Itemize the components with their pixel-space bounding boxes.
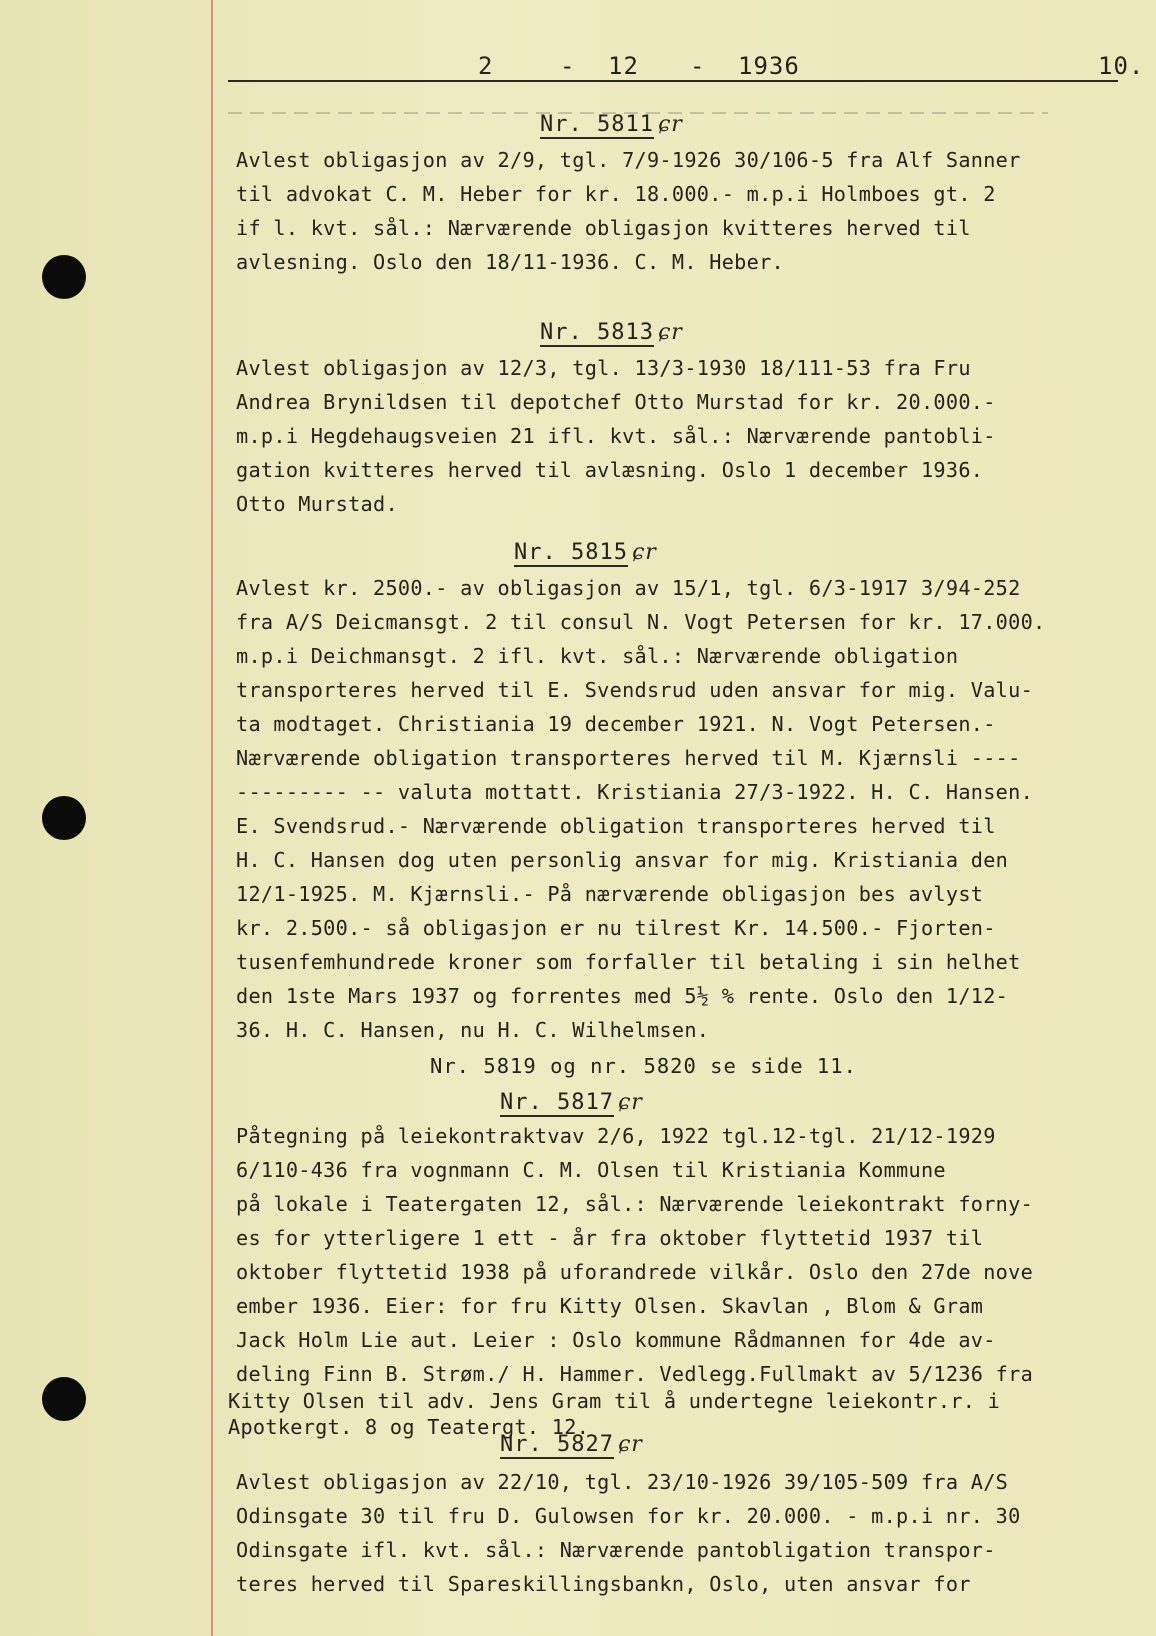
text-line: m.p.i Deichmansgt. 2 ifl. kvt. sål.: Nærværende obligation [236, 644, 959, 668]
checkmark-icon: ɕr [657, 320, 683, 345]
entry-number: Nr. 5817 ɕr [500, 1090, 643, 1115]
text-line: Apotkergt. 8 og Teatergt. 12. [228, 1415, 590, 1439]
text-line: es for ytterligere 1 ett - år fra oktober flyttetid 1937 til [236, 1226, 984, 1250]
text-line: 6/110-436 fra vognmann C. M. Olsen til Kristiania Kommune [236, 1158, 946, 1182]
text-line: teres herved til Spareskillingsbankn, Oslo, uten ansvar for [236, 1572, 971, 1596]
checkmark-icon: ɕr [617, 1432, 643, 1457]
text-line: --------- -- valuta mottatt. Kristiania 27/3-1922. H. C. Hansen. [236, 780, 1034, 804]
text-line: H. C. Hansen dog uten personlig ansvar for mig. Kristiania den [236, 848, 1009, 872]
text-line: oktober flyttetid 1938 på uforandrede vilkår. Oslo den 27de nove [236, 1260, 1034, 1284]
text-line: avlesning. Oslo den 18/11-1936. C. M. Heber. [236, 250, 784, 274]
text-line: Andrea Brynildsen til depotchef Otto Murstad for kr. 20.000.- [236, 390, 996, 414]
text-line: kr. 2.500.- så obligasjon er nu tilrest Kr. 14.500.- Fjorten- [236, 916, 996, 940]
checkmark-icon: ɕr [617, 1090, 643, 1115]
cross-reference: Nr. 5819 og nr. 5820 se side 11. [430, 1054, 857, 1078]
header-dash: - [690, 52, 706, 80]
text-line: transporteres herved til E. Svendsrud uden ansvar for mig. Valu- [236, 678, 1034, 702]
text-line: Otto Murstad. [236, 492, 398, 516]
checkmark-icon: ɕr [631, 540, 657, 565]
text-line: 12/1-1925. M. Kjærnsli.- På nærværende obligasjon bes avlyst [236, 882, 984, 906]
text-line: Kitty Olsen til adv. Jens Gram til å undertegne leiekontr.r. i [228, 1389, 1001, 1413]
header-date-month: 12 [608, 52, 639, 80]
header-rule [228, 80, 1118, 82]
text-line: den 1ste Mars 1937 og forrentes med 5½ % rente. Oslo den 1/12- [236, 984, 1009, 1008]
text-line: 36. H. C. Hansen, nu H. C. Wilhelmsen. [236, 1018, 710, 1042]
entry-number: Nr. 5827 ɕr [500, 1432, 643, 1457]
text-line: ta modtaget. Christiania 19 december 1921. N. Vogt Petersen.- [236, 712, 996, 736]
text-line: Jack Holm Lie aut. Leier : Oslo kommune Rådmannen for 4de av- [236, 1328, 996, 1352]
text-line: ember 1936. Eier: for fru Kitty Olsen. Skavlan , Blom & Gram [236, 1294, 984, 1318]
header-date-year: 1936 [738, 52, 800, 80]
page-number: 10. [1098, 52, 1145, 80]
header-dash: - [560, 52, 576, 80]
header-date-day: 2 [478, 52, 494, 80]
text-line: m.p.i Hegdehaugsveien 21 ifl. kvt. sål.: Nærværende pantobli- [236, 424, 996, 448]
text-line: Avlest obligasjon av 22/10, tgl. 23/10-1926 39/105-509 fra A/S [236, 1470, 1009, 1494]
text-line: tusenfemhundrede kroner som forfaller til betaling i sin helhet [236, 950, 1021, 974]
punch-hole-icon [42, 1377, 86, 1421]
text-line: E. Svendsrud.- Nærværende obligation transporteres herved til [236, 814, 996, 838]
text-line: Odinsgate ifl. kvt. sål.: Nærværende pantobligation transpor- [236, 1538, 996, 1562]
text-line: fra A/S Deicmansgt. 2 til consul N. Vogt Petersen for kr. 17.000. [236, 610, 1046, 634]
checkmark-icon: ɕr [657, 112, 683, 137]
entry-number: Nr. 5813 ɕr [540, 320, 683, 345]
entry-number: Nr. 5815 ɕr [514, 540, 657, 565]
text-line: Avlest obligasjon av 12/3, tgl. 13/3-1930 18/111-53 fra Fru [236, 356, 971, 380]
text-line: til advokat C. M. Heber for kr. 18.000.- m.p.i Holmboes gt. 2 [236, 182, 996, 206]
text-line: Odinsgate 30 til fru D. Gulowsen for kr. 20.000. - m.p.i nr. 30 [236, 1504, 1021, 1528]
text-line: gation kvitteres herved til avlæsning. Oslo 1 december 1936. [236, 458, 984, 482]
text-line: Nærværende obligation transporteres herved til M. Kjærnsli ---- [236, 746, 1021, 770]
text-line: Avlest obligasjon av 2/9, tgl. 7/9-1926 30/106-5 fra Alf Sanner [236, 148, 1021, 172]
margin-line [211, 0, 213, 1636]
entry-number: Nr. 5811 ɕr [540, 112, 683, 137]
punch-hole-icon [42, 796, 86, 840]
text-line: Påtegning på leiekontraktvav 2/6, 1922 tgl.12-tgl. 21/12-1929 [236, 1124, 996, 1148]
text-line: Avlest kr. 2500.- av obligasjon av 15/1, tgl. 6/3-1917 3/94-252 [236, 576, 1021, 600]
text-line: if l. kvt. sål.: Nærværende obligasjon kvitteres herved til [236, 216, 971, 240]
punch-hole-icon [42, 255, 86, 299]
text-line: deling Finn B. Strøm./ H. Hammer. Vedlegg.Fullmakt av 5/1236 fra [236, 1362, 1034, 1386]
text-line: på lokale i Teatergaten 12, sål.: Nærværende leiekontrakt forny- [236, 1192, 1034, 1216]
